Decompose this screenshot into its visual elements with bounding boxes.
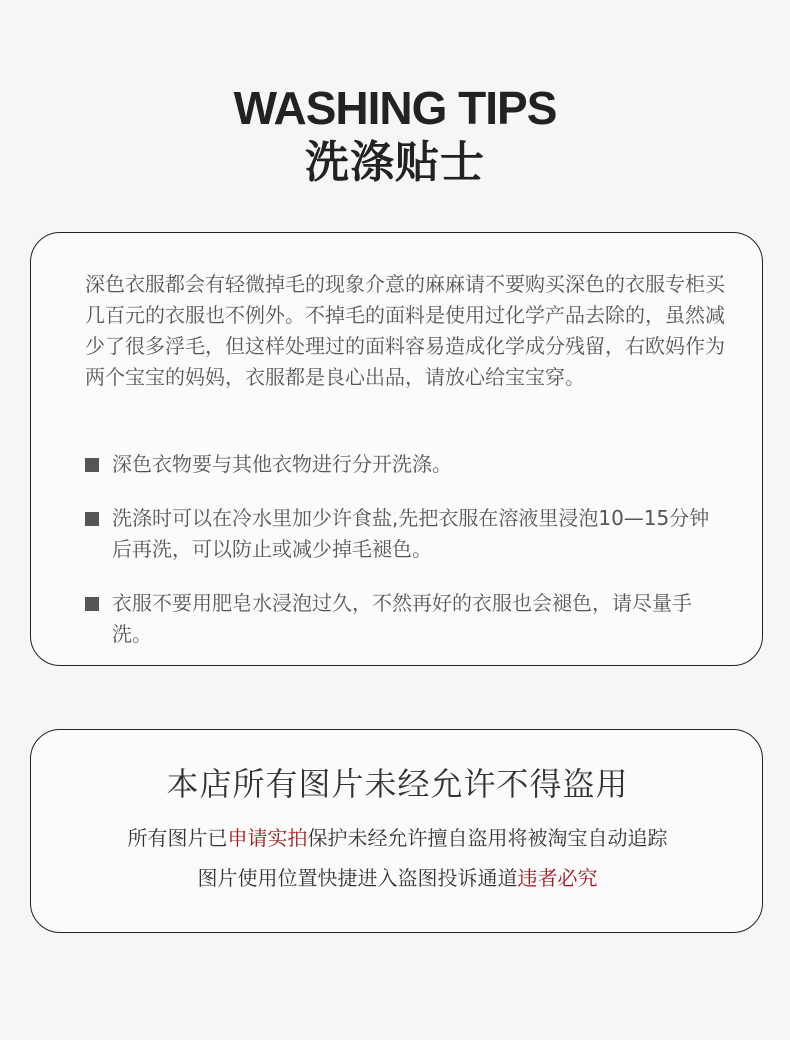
tips-list [85, 449, 725, 650]
square-bullet-icon [85, 458, 99, 472]
list-item [85, 449, 725, 480]
intro-paragraph: 深色衣服都会有轻微掉毛的现象介意的麻麻请不要购买深色的衣服专柜买几百元的衣服也不例外。不掉毛的面料是使用过化学产品去除的，虽然减少了很多浮毛，但这样处理过的面料容易造成化学成分残留，右欧妈作为两个宝宝的妈妈，衣服都是良心出品，请放心给宝宝穿。 [85, 272, 725, 389]
list-item [85, 503, 725, 565]
tip-text: 洗涤时可以在冷水里加少许食盐,先把衣服在溶液里浸泡10—15分钟后再洗，可以防止或减少掉毛褪色。 [112, 506, 710, 561]
notice-text: 保护未经允许擅自盗用将被淘宝自动追踪 [307, 826, 668, 850]
tip-text: 衣服不要用肥皂水浸泡过久，不然再好的衣服也会褪色，请尽量手洗。 [112, 591, 692, 646]
washing-tips-card [30, 232, 763, 666]
notice-title: 本店所有图片未经允许不得盗用 [166, 765, 629, 803]
tip-text: 深色衣物要与其他衣物进行分开洗涤。 [112, 452, 452, 476]
notice-highlight: 申请实拍 [227, 826, 308, 850]
copyright-notice-card [30, 729, 763, 933]
notice-line-1 [31, 823, 764, 853]
square-bullet-icon [85, 597, 99, 611]
notice-line-2 [31, 863, 764, 893]
page-title-english: WASHING TIPS [233, 82, 557, 134]
notice-highlight: 违者必究 [517, 866, 598, 890]
page-title-chinese: 洗涤贴士 [305, 137, 485, 188]
square-bullet-icon [85, 512, 99, 526]
notice-text: 所有图片已 [127, 826, 228, 850]
list-item [85, 588, 725, 650]
notice-text: 图片使用位置快捷进入盗图投诉通道 [197, 866, 518, 890]
